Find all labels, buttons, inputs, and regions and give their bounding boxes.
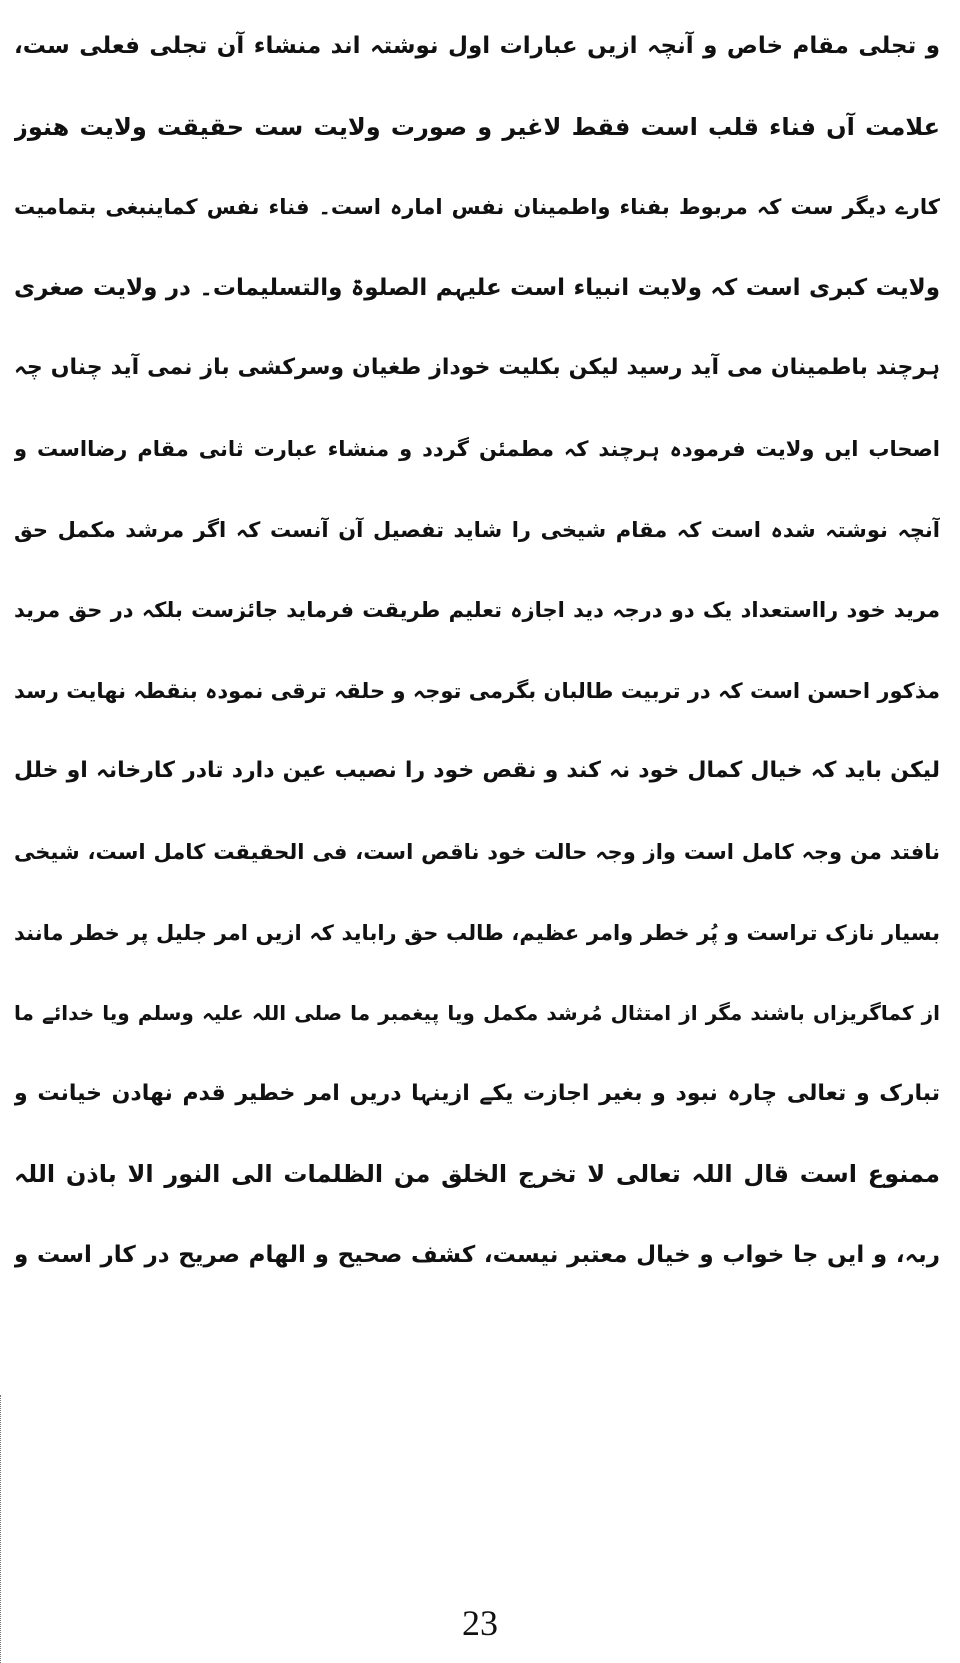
page-number: 23 bbox=[462, 1603, 498, 1643]
text-line-7: آنچہ نوشتہ شدہ است کہ مقام شیخی را شاید تفصیل آن آنست کہ اگر مرشد مکمل حق bbox=[14, 517, 940, 542]
text-line-10: لیکن باید کہ خیال کمال خود نہ کند و نقص خود را نصیب عین دارد تادر کارخانہ او خلل bbox=[14, 758, 940, 784]
text-line-13: از کماگریزاں باشند مگر از امتثال مُرشد مکمل ویا پیغمبر ما صلی اللہ علیہ وسلم ویا خدائے ما bbox=[14, 1001, 940, 1026]
text-line-5: ہرچند باطمینان می آید رسید لیکن بکلیت خوداز طغیان وسرکشی باز نمی آید چناں چہ bbox=[14, 355, 940, 381]
text-line-16: ربہ، و ایں جا خواب و خیال معتبر نیست، کشف صحیح و الھام صریح در کار است و bbox=[14, 1241, 940, 1268]
text-line-11: نافتد من وجہ کامل است واز وجہ حالت خود ناقص است، فی الحقیقت کامل است، شیخی bbox=[14, 839, 940, 864]
text-line-9: مذکور احسن است کہ در تربیت طالبان بگرمی توجہ و حلقہ ترقی نمودہ بنقطہ نھایت رسد bbox=[14, 678, 940, 703]
text-line-12: بسیار نازک تراست و پُر خطر وامر عظیم، طالب حق راباید کہ ازیں امر جلیل پر خطر مانند bbox=[14, 920, 940, 945]
body-text bbox=[14, 6, 940, 1296]
text-line-6: اصحاب ایں ولایت فرمودہ ہرچند کہ مطمئن گردد و منشاء عبارت ثانی مقام رضااست و bbox=[14, 436, 940, 461]
text-line-14: تبارک و تعالی چارہ نبود و بغیر اجازت یکے ازینہا دریں امر خطیر قدم نھادن خیانت و bbox=[14, 1080, 940, 1106]
text-line-4: ولایت کبری است کہ ولایت انبیاء است علیہم الصلوۃ والتسلیمات۔ در ولایت صغری bbox=[14, 274, 940, 301]
text-line-1: و تجلی مقام خاص و آنچہ ازیں عبارات اول نوشتہ اند منشاء آن تجلی فعلی ست، bbox=[14, 33, 940, 59]
text-line-8: مرید خود رااستعداد یک دو درجہ دید اجازہ تعلیم طریقت فرماید جائزست بلکہ در حق مرید bbox=[14, 598, 940, 623]
text-line-15: ممنوع است قال اللہ تعالی لا تخرج الخلق من الظلمات الی النور الا باذن اللہ bbox=[14, 1160, 940, 1189]
text-line-2: علامت آں فناء قلب است فقط لاغیر و صورت ولایت ست حقیقت ولایت ھنوز bbox=[14, 112, 940, 141]
text-line-3: کارے دیگر ست کہ مربوط بفناء واطمینان نفس امارہ است۔ فناء نفس کماینبغی بتمامیت bbox=[14, 195, 940, 220]
